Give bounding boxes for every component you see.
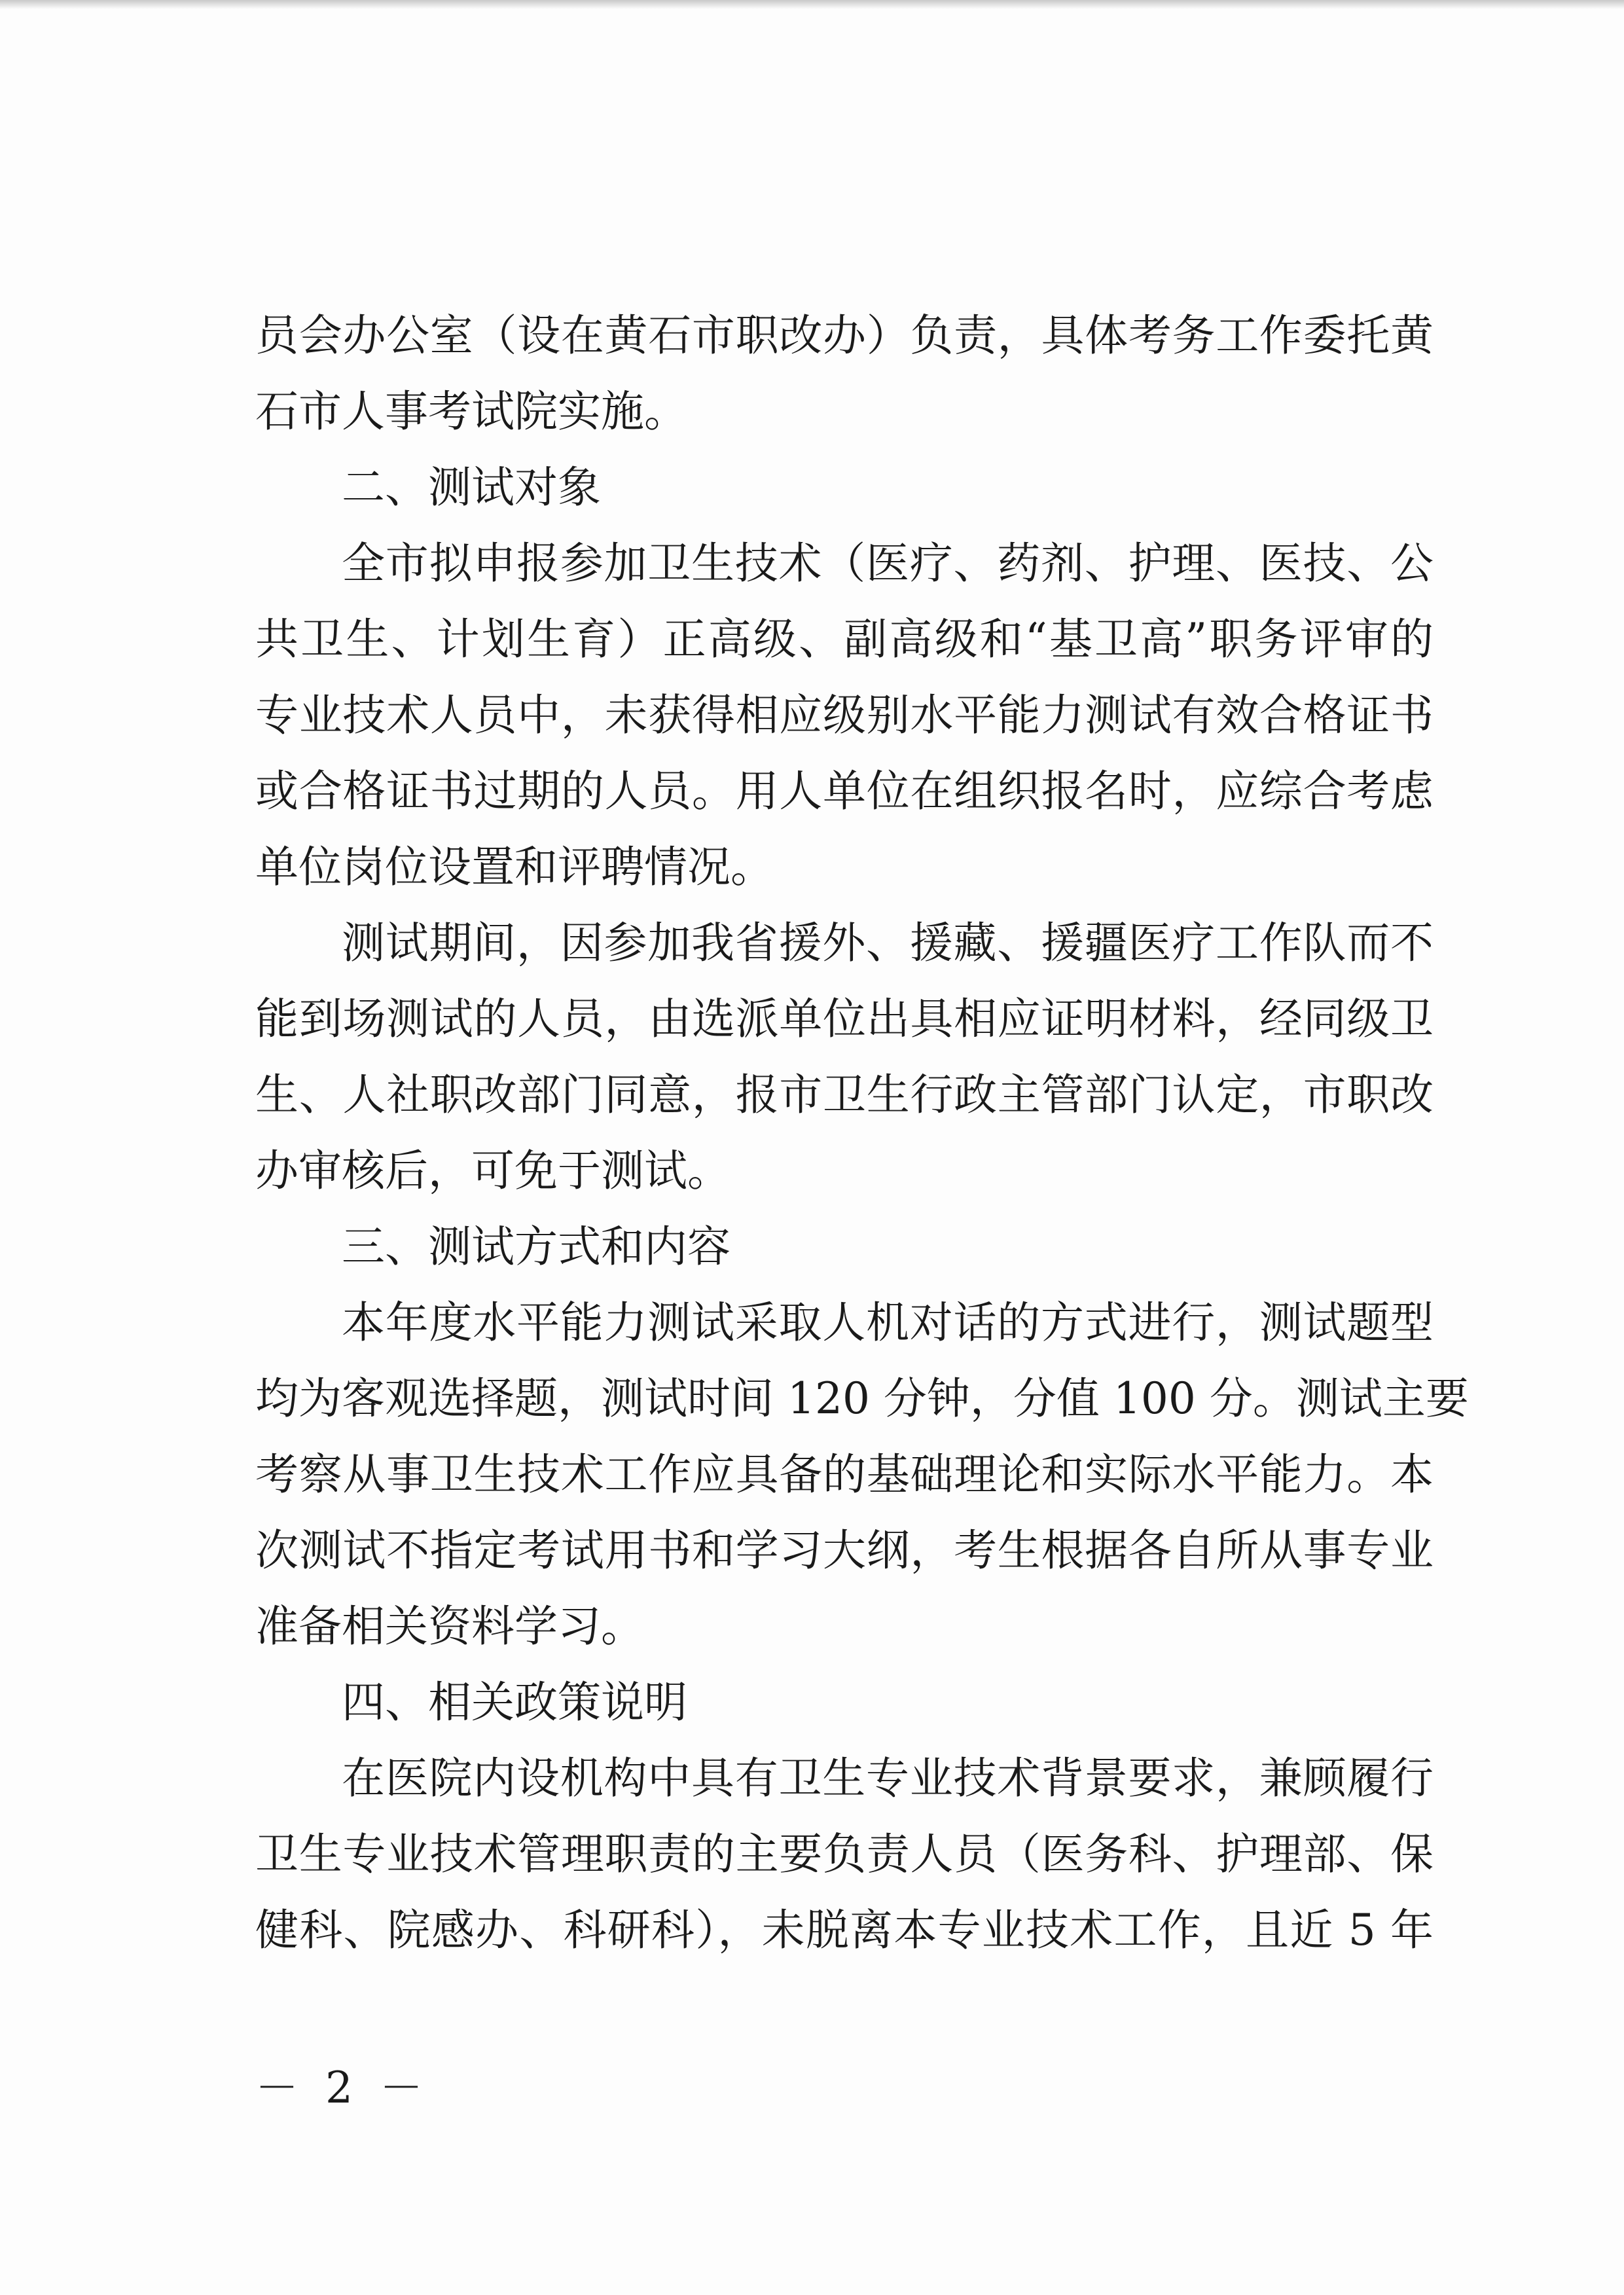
text-line: 单位岗位设置和评聘情况。 xyxy=(255,842,774,892)
document-body xyxy=(255,298,1469,1968)
section-heading-test-method: 三、测试方式和内容 xyxy=(342,1221,731,1272)
section-heading-policy: 四、相关政策说明 xyxy=(342,1677,687,1727)
text-line: 员会办公室（设在黄石市职改办）负责，具体考务工作委托黄 xyxy=(255,310,1434,361)
text-line: 准备相关资料学习。 xyxy=(255,1601,644,1652)
text-line: 本年度水平能力测试采取人机对话的方式进行，测试题型 xyxy=(342,1297,1434,1348)
text-line: 在医院内设机构中具有卫生专业技术背景要求，兼顾履行 xyxy=(342,1753,1434,1803)
section-heading-test-subjects: 二、测试对象 xyxy=(342,462,601,513)
text-line: 办审核后，可免于测试。 xyxy=(255,1146,731,1196)
text-line: 生、人社职改部门同意，报市卫生行政主管部门认定，市职改 xyxy=(255,1070,1434,1120)
text-line: 测试期间，因参加我省援外、援藏、援疆医疗工作队而不 xyxy=(342,918,1434,968)
text-line: 次测试不指定考试用书和学习大纲，考生根据各自所从事专业 xyxy=(255,1525,1434,1576)
scan-edge xyxy=(0,0,1624,9)
text-line: 能到场测试的人员，由选派单位出具相应证明材料，经同级卫 xyxy=(255,994,1434,1044)
text-line: 考察从事卫生技术工作应具备的基础理论和实际水平能力。本 xyxy=(255,1449,1434,1500)
text-line: 卫生专业技术管理职责的主要负责人员（医务科、护理部、保 xyxy=(255,1829,1434,1879)
text-line: 均为客观选择题，测试时间 120 分钟，分值 100 分。测试主要 xyxy=(255,1373,1469,1424)
page-number: － 2 － xyxy=(255,2063,429,2113)
text-line: 或合格证书过期的人员。用人单位在组织报名时，应综合考虑 xyxy=(255,766,1434,816)
text-line: 全市拟申报参加卫生技术（医疗、药剂、护理、医技、公 xyxy=(342,538,1434,588)
text-line: 健科、院感办、科研科），未脱离本专业技术工作，且近 5 年 xyxy=(255,1905,1434,1955)
text-line: 专业技术人员中，未获得相应级别水平能力测试有效合格证书 xyxy=(255,690,1434,740)
text-line: 共卫生、计划生育）正高级、副高级和“基卫高”职务评审的 xyxy=(255,614,1434,664)
text-line: 石市人事考试院实施。 xyxy=(255,386,687,437)
